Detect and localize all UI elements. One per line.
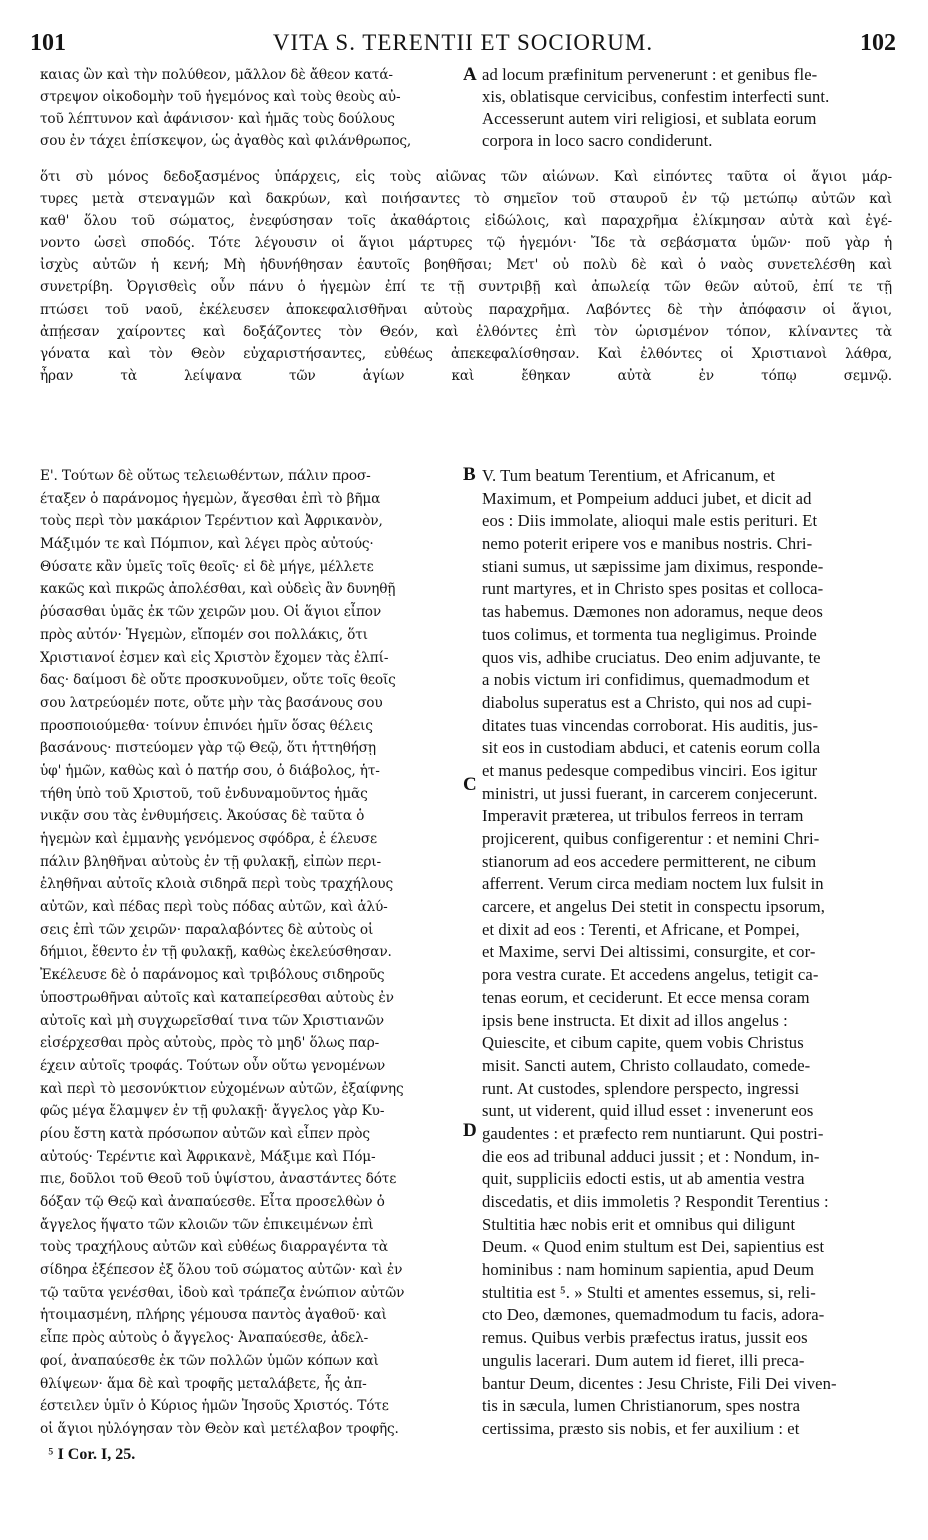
greek-text-line: πάλιν βληθῆναι αὐτοὺς ἐν τῇ φυλακῇ, εἰπὼν περι- — [40, 853, 381, 870]
greek-text-line: συνετρίβη. Ὀργισθεὶς οὖν πάνυ ὁ ἡγεμὼν ἐπί τε τῇ συντριβῇ καὶ ἀπωλείᾳ τῶν θεῶν αὐτοῦ, ἐπί τε τῇ — [40, 279, 892, 296]
latin-text-line: tuos colimus, et tormenta tua negligimus. Proinde — [482, 624, 817, 644]
greek-text-line: νοντο ὡσεὶ σποδός. Τότε λέγουσιν οἱ ἅγιοι μάρτυρες τῷ ἡγεμόνι· Ἴδε τὰ σεβάσματα ὑμῶν· ποῦ γὰρ ἡ — [40, 235, 892, 252]
left-page-number: 101 — [30, 30, 66, 56]
latin-text-line: quit, suppliciis edocti estis, ut ab amentia vestra — [482, 1169, 805, 1189]
latin-text-line: a nobis victum iri confidimus, quemadmodum et — [482, 670, 810, 690]
greek-text-line: δας· δαίμοσι δὲ οὔτε προσκυνοῦμεν, οὔτε τοῖς θεοῖς — [40, 672, 396, 689]
latin-text-line: ministri, ut jussi fuerant, in carcerem conjecerunt. — [482, 783, 818, 803]
latin-text-line: stultitia est ⁵. » Stulti et amentes essemus, si, reli- — [482, 1282, 816, 1302]
greek-text-line: έστειλεν ὑμῖν ὁ Κύριος ἡμῶν Ἰησοῦς Χριστός. Τότε — [40, 1398, 389, 1415]
greek-text-line: τοὺς περὶ τὸν μακάριον Τερέντιον καὶ Ἀφρικανὸν, — [40, 513, 383, 530]
latin-text-line: Accesserunt autem viri religiosi, et sublata eorum — [482, 109, 817, 129]
greek-text-line: ὅτι σὺ μόνος δεδοξασμένος ὑπάρχεις, εἰς τοὺς αἰῶνας τῶν αἰώνων. Καὶ εἰπόντες ταῦτα οἱ ἅγιοι μάρ- — [40, 169, 892, 185]
greek-column-main — [40, 465, 460, 1441]
latin-text-line: stiani sumus, ut sæpissime jam diximus, responde- — [482, 556, 824, 576]
latin-column-main — [482, 465, 892, 1441]
greek-text-line: ἡγεμὼν καὶ ἐμμανὴς γενόμενος σφόδρα, ἐ έλευσε — [40, 831, 377, 847]
latin-text-line: tas habemus. Dæmones non adoramus, neque deos — [482, 602, 823, 622]
greek-text-line: Ε'. Τούτων δὲ οὕτως τελειωθέντων, πάλιν προσ- — [40, 468, 371, 484]
latin-text-line: ungulis lacerari. Dum autem id fieret, illi preca- — [482, 1350, 805, 1370]
margin-marker-c: C — [463, 774, 477, 795]
greek-text-line: γόνατα καὶ τὸν Θεὸν εὐχαριστήσαντες, εὐθέως ἀπεκεφαλίσθησαν. Καὶ ἐλθόντες οἱ Χριστιανοὶ λάθρα, — [40, 345, 892, 362]
latin-text-line: Deum. « Quod enim stultum est Dei, sapientius est — [482, 1237, 825, 1257]
latin-text-line: diabolus superatus est a Christo, qui nos ad cupi- — [482, 692, 812, 712]
latin-text-line: et Maxime, servi Dei altissimi, consurgite, et cor- — [482, 942, 816, 962]
latin-text-line: gaudentes : et præfecto rem nuntiarunt. Qui postri- — [482, 1123, 824, 1143]
running-title: VITA S. TERENTII ET SOCIORUM. — [272, 30, 654, 55]
greek-text-line: τῷ ταῦτα γενέσθαι, ἰδοὺ καὶ τράπεζα ἐνώπιον αὐτῶν — [40, 1284, 405, 1301]
greek-text-line: ἡτοιμασμένη, πλήρης γέμουσα παντὸς ἀγαθοῦ· καὶ — [40, 1307, 387, 1324]
latin-text-line: Stultitia hæc nobis erit et omnibus qui diligunt — [482, 1214, 796, 1234]
greek-text-line: τυρες μετὰ στεναγμῶν καὶ δακρύων, καὶ ποιήσαντες τὸ σημεῖον τοῦ σταυροῦ ἐν τῷ μετώπῳ αὐτῶν καὶ — [40, 191, 892, 208]
greek-text-line: σίδηρα ἐξέπεσον ἐξ ὅλου τοῦ σώματος αὐτῶν· καὶ ἐν — [40, 1262, 403, 1279]
greek-text-line: κακῶς καὶ πικρῶς ἀπολέσθαι, καὶ οὐδεὶς ἂν δυνηθῇ — [40, 581, 396, 598]
greek-text-line: τήθη ὑπὸ τοῦ Χριστοῦ, τοῦ ἐνδυναμοῦντος ἡμᾶς — [40, 785, 368, 802]
greek-text-line: πιε, δοῦλοι τοῦ Θεοῦ τοῦ ὑψίστου, ἀναστάντες δότε — [40, 1171, 397, 1188]
margin-marker-d: D — [463, 1120, 477, 1141]
greek-text-line: ἰσχὺς αὐτῶν ἡ κενή; Μὴ ἠδυνήθησαν ἑαυτοῖς βοηθῆσαι; Μετ' οὐ πολὺ δὲ καὶ ὁ ναὸς συνετελέσθη καὶ — [40, 257, 892, 274]
latin-text-line: stianorum ad eos accedere permitterent, ne cibum — [482, 851, 817, 871]
latin-text-line: bantur Deum, dicentes : Jesu Christe, Fili Dei viven- — [482, 1373, 837, 1393]
latin-text-line: remus. Quibus verbis præfectus iratus, jussit eos — [482, 1328, 808, 1348]
greek-text-line: τοῦ λέπτυνον καὶ ἀφάνισον· καὶ ἡμᾶς τοὺς δούλους — [40, 111, 395, 128]
latin-text-line: ipsis bene instructa. Et dixit ad illos angelus : — [482, 1010, 788, 1030]
latin-text-line: misit. Sancti autem, Christo collaudato, comede- — [482, 1055, 811, 1075]
greek-full-width-block — [40, 166, 892, 387]
latin-text-line: afferrent. Verum circa mediam noctem lux fulsit in — [482, 874, 824, 894]
latin-text-line: die eos ad tribunal adduci jussit ; et : Nondum, in- — [482, 1146, 820, 1166]
greek-text-line: αὐτούς· Τερέντιε καὶ Ἀφρικανὲ, Μάξιμε καὶ Πόμ- — [40, 1148, 376, 1165]
latin-text-line: pora vestra curate. Et accedens angelus, tetigit ca- — [482, 965, 819, 985]
greek-text-line: φῶς μέγα ἔλαμψεν ἐν τῇ φυλακῇ· ἄγγελος γὰρ Κυ- — [40, 1103, 385, 1120]
greek-text-line: ἄγγελος ἥψατο τῶν κλοιῶν τῶν ἐπικειμένων ἐπὶ — [40, 1216, 374, 1233]
greek-text-line: πτώσει τοῦ ναοῦ, ἐκέλευσεν ἀποκεφαλισθῆναι αὐτοὺς παραχρῆμα. Λαβόντες δὲ τὴν ἀπόφασιν οἱ ἅγιοι, — [40, 301, 892, 318]
greek-text-line: εἶπε πρὸς αὐτοὺς ὁ ἄγγελος· Ἀναπαύεσθε, ἀδελ- — [40, 1330, 369, 1347]
latin-text-line: tenas eorum, et ceciderunt. Et ecce mensa coram — [482, 987, 810, 1007]
greek-text-line: βασάνους· πιστεύομεν γὰρ τῷ Θεῷ, ὅτι ἡττηθήσῃ — [40, 740, 376, 757]
footnote-text: I Cor. I, 25. — [57, 1446, 136, 1463]
latin-text-line: et manus pedesque compedibus vinciri. Eos igitur — [482, 760, 818, 780]
greek-text-line: ὑφ' ἡμῶν, καθὼς καὶ ὁ πατήρ σου, ὁ διάβολος, ἡτ- — [40, 762, 380, 779]
latin-text-line: sunt, ut viderent, quid illud esset : invenerunt eos — [482, 1101, 814, 1121]
footnote-mark: ⁵ — [48, 1446, 54, 1463]
latin-text-line: ditates tuas vincendas corroborat. His auditis, jus- — [482, 715, 819, 735]
greek-text-line: Χριστιανοί ἐσμεν καὶ εἰς Χριστὸν ἔχομεν τὰς ἐλπί- — [40, 649, 389, 666]
greek-text-line: ῥύσασθαι ὑμᾶς ἐκ τῶν χειρῶν μου. Οἱ ἅγιοι εἶπον — [40, 604, 382, 621]
latin-text-line: quos vis, adhibe cruciatus. Deo enim adjuvante, te — [482, 647, 821, 667]
margin-marker-a: A — [463, 64, 477, 85]
latin-text-line: nemo poterit eripere vos e manibus nostris. Chri- — [482, 534, 813, 554]
latin-text-line: carcere, et angelus Dei stetit in conspectu ipsorum, — [482, 897, 825, 917]
greek-text-line: ἦραν τὰ λείψανα τῶν ἁγίων καὶ ἔθηκαν αὐτὰ ἐν τόπῳ σεμνῷ. — [40, 367, 892, 384]
latin-text-line: et dixit ad eos : Terenti, et Africane, et Pompei, — [482, 919, 800, 939]
greek-text-line: οἱ ἅγιοι ηὐλόγησαν τὸν Θεὸν καὶ μετέλαβον τροφῆς. — [40, 1420, 399, 1437]
greek-text-line: εἰσέρχεσθαι πρὸς αὐτοὺς, πρὸς τὸ μηδ' ὅλως παρ- — [40, 1035, 380, 1052]
latin-text-line: Maximum, et Pompeium adduci jubet, et dicit ad — [482, 488, 812, 508]
greek-text-line: ἐληθῆναι αὐτοῖς κλοιὰ σιδηρᾶ περὶ τοὺς τραχήλους — [40, 876, 393, 893]
greek-text-line: φοί, ἀναπαύεσθε ἐκ τῶν πολλῶν ὑμῶν κόπων καὶ — [40, 1352, 379, 1369]
greek-text-line: σου λατρεύομέν ποτε, οὔτε μὴν τὰς βασάνους σου — [40, 694, 383, 711]
greek-text-line: ὑποστρωθῆναι αὐτοῖς καὶ καταπείρεσθαι αὐτοὺς ἐν — [40, 989, 394, 1006]
right-page-number: 102 — [859, 30, 896, 56]
greek-text-line: σεις ἐπὶ τῶν χειρῶν· παραλαβόντες δὲ αὐτοὺς οἱ — [40, 921, 374, 938]
greek-text-line: δήμιοι, ἔθεντο ἐν τῇ φυλακῇ, καθὼς ἐκελεύσθησαν. — [40, 944, 392, 961]
greek-text-line: προσποιούμεθα· τοίνυν ἐπινόει ἡμῖν ὅσας θέλεις — [40, 717, 373, 734]
greek-text-line: έχειν αὐτοῖς τροφάς. Τούτων οὖν οὕτω γενομένων — [40, 1057, 386, 1074]
greek-text-line: σου ἐν τάχει ἐπίσκεψον, ὡς ἀγαθὸς καὶ φιλάνθρωπος, — [40, 133, 412, 150]
latin-text-line: projicerent, quibus configerentur : et nemini Chri- — [482, 829, 820, 848]
latin-text-line: V. Tum beatum Terentium, et Africanum, et — [482, 466, 776, 485]
latin-text-line: runt martyres, et in Christo spes positas et colloca- — [482, 579, 824, 599]
latin-text-line: discedatis, et diis immoletis ? Respondit Terentius : — [482, 1192, 829, 1211]
latin-text-line: runt. At custodes, splendore perspecto, ingressi — [482, 1078, 800, 1098]
greek-column-top — [40, 64, 460, 152]
latin-text-line: corpora in loco sacro condiderunt. — [482, 131, 713, 151]
latin-text-line: eos : Diis immolate, alioqui male estis perituri. Et — [482, 511, 818, 531]
greek-text-line: τοὺς τραχήλους αὐτῶν καὶ εὐθέως διαρραγέντα τὰ — [40, 1239, 389, 1256]
latin-text-line: Imperavit præterea, ut tribulos ferreos in terram — [482, 806, 804, 826]
greek-text-line: καθ' ὅλου τοῦ σώματος, ἐνεφύσησαν τοῖς ἀκαθάρτοις εἰδώλοις, καὶ παραχρῆμα ἐλίκμησαν αὐτὰ καὶ ἐγέ- — [40, 213, 892, 230]
greek-text-line: θλίψεων· ἅμα δὲ καὶ τροφῆς μεταλάβετε, ἧς ἀπ- — [40, 1375, 367, 1392]
latin-text-line: hominibus : nam hominum sapientia, apud Deum — [482, 1260, 815, 1280]
greek-text-line: νικᾷν σου τὰς ἐνθυμήσεις. Ἀκούσας δὲ ταῦτα ὁ — [40, 808, 365, 825]
greek-text-line: αὐτοῖς καὶ μὴ συγχωρεῖσθαί τινα τῶν Χριστιανῶν — [40, 1012, 384, 1029]
greek-text-line: καιας ὢν καὶ τὴν πολύθεον, μᾶλλον δὲ ἄθεον κατά- — [40, 67, 393, 83]
greek-text-line: ἀπῄεσαν χαίροντες καὶ δοξάζοντες τὸν Θεόν, καὶ ἐλθόντες ἐπὶ τὸν ὡρισμένον τόπον, κλίναντες τὰ — [40, 323, 892, 340]
footnote — [48, 1446, 348, 1464]
greek-text-line: Ἐκέλευσε δὲ ὁ παράνομος καὶ τριβόλους σιδηροῦς — [40, 967, 385, 984]
latin-text-line: Quiescite, et cibum capite, quem vobis Christus — [482, 1033, 804, 1053]
greek-text-line: δόξαν τῷ Θεῷ καὶ ἀναπαύεσθε. Εἶτα προσελθὼν ὁ — [40, 1194, 385, 1210]
greek-text-line: αὐτῶν, καὶ πέδας περὶ τοὺς πόδας αὐτῶν, καὶ ἁλύ- — [40, 899, 388, 916]
greek-text-line: ρίου ἔστη κατὰ πρόσωπον αὐτῶν καὶ εἶπεν πρὸς — [40, 1125, 370, 1142]
latin-text-line: xis, oblatisque cervicibus, confestim interfecti sunt. — [482, 87, 830, 107]
greek-text-line: Θύσατε κἂν ὑμεῖς τοῖς θεοῖς· εἰ δὲ μήγε, μέλλετε — [40, 558, 374, 575]
latin-text-line: sit eos in custodiam abduci, et catenis eorum colla — [482, 738, 821, 758]
greek-text-line: Μάξιμόν τε καὶ Πόμπιον, καὶ λέγει πρὸς αὐτούς· — [40, 536, 374, 553]
latin-text-line: cto Deo, dæmones, quemadmodum tu facis, adora- — [482, 1305, 825, 1325]
latin-text-line: tis in sæcula, lumen Christianorum, spes nostra — [482, 1396, 801, 1416]
margin-marker-b: B — [463, 464, 476, 485]
latin-text-line: certissima, præsto sis nobis, et fer auxilium : et — [482, 1418, 800, 1438]
greek-text-line: έταξεν ὁ παράνομος ἡγεμὼν, ἄγεσθαι ἐπὶ τὸ βῆμα — [40, 490, 381, 507]
latin-text-line: ad locum præfinitum pervenerunt : et genibus fle- — [482, 65, 818, 84]
latin-column-top — [482, 64, 892, 152]
page-header — [30, 30, 896, 62]
greek-text-line: πρὸς αὐτόν· Ἡγεμὼν, εἴπομέν σοι πολλάκις, ὅτι — [40, 626, 368, 643]
greek-text-line: καὶ περὶ τὸ μεσονύκτιον εὐχομένων αὐτῶν, ἐξαίφνης — [40, 1080, 404, 1097]
greek-text-line: στρεψον οἰκοδομὴν τοῦ ἡγεμόνος καὶ τοὺς θεοὺς αὐ- — [40, 89, 401, 106]
